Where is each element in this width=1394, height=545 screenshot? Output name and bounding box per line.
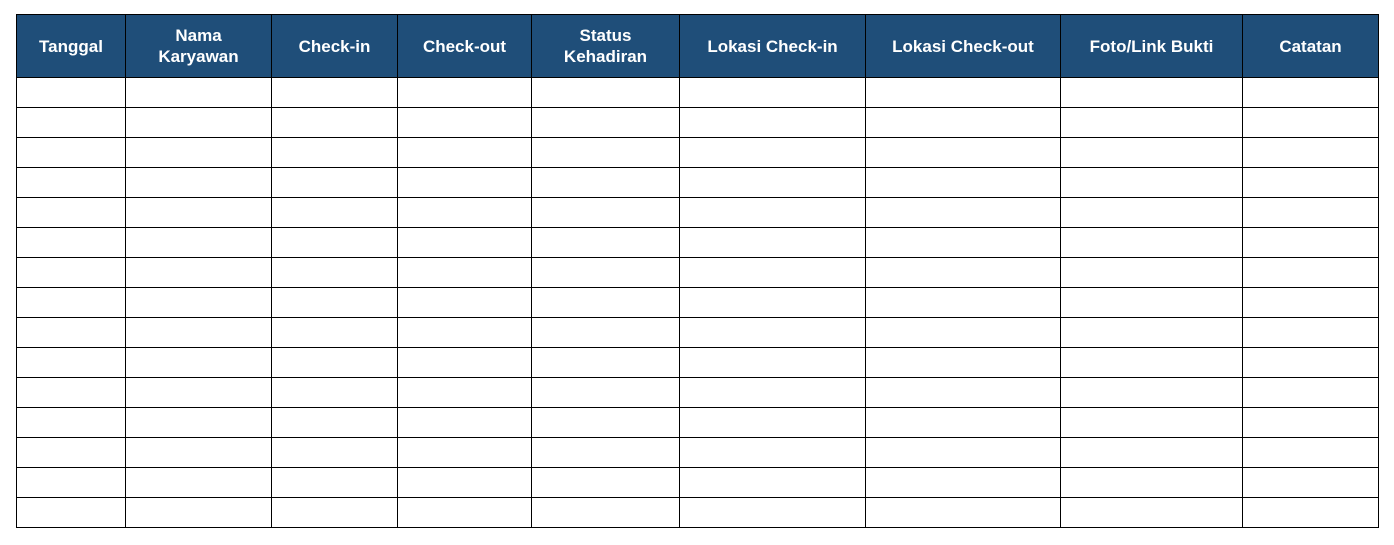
- cell-catatan[interactable]: [1243, 318, 1379, 348]
- cell-lokasi-check-in[interactable]: [680, 438, 866, 468]
- cell-foto-link-bukti[interactable]: [1061, 108, 1243, 138]
- table-row: [17, 348, 1379, 378]
- cell-tanggal[interactable]: [17, 468, 126, 498]
- cell-status-kehadiran[interactable]: [532, 168, 680, 198]
- cell-nama-karyawan[interactable]: [126, 198, 272, 228]
- table-row: [17, 108, 1379, 138]
- cell-nama-karyawan[interactable]: [126, 318, 272, 348]
- cell-lokasi-check-out[interactable]: [866, 408, 1061, 438]
- cell-lokasi-check-out[interactable]: [866, 108, 1061, 138]
- cell-lokasi-check-out[interactable]: [866, 228, 1061, 258]
- cell-tanggal[interactable]: [17, 348, 126, 378]
- cell-tanggal[interactable]: [17, 498, 126, 528]
- cell-check-out[interactable]: [398, 438, 532, 468]
- cell-status-kehadiran[interactable]: [532, 468, 680, 498]
- attendance-table: [16, 14, 1379, 528]
- cell-tanggal[interactable]: [17, 138, 126, 168]
- table-body: [17, 78, 1379, 528]
- cell-tanggal[interactable]: [17, 378, 126, 408]
- table-row: [17, 378, 1379, 408]
- cell-check-out[interactable]: [398, 168, 532, 198]
- header-foto-link-bukti: Foto/Link Bukti: [1061, 15, 1243, 78]
- attendance-sheet: [16, 14, 1379, 528]
- cell-lokasi-check-in[interactable]: [680, 198, 866, 228]
- cell-nama-karyawan[interactable]: [126, 138, 272, 168]
- cell-lokasi-check-out[interactable]: [866, 138, 1061, 168]
- cell-status-kehadiran[interactable]: [532, 258, 680, 288]
- cell-tanggal[interactable]: [17, 198, 126, 228]
- cell-nama-karyawan[interactable]: [126, 498, 272, 528]
- cell-lokasi-check-out[interactable]: [866, 318, 1061, 348]
- cell-check-out[interactable]: [398, 228, 532, 258]
- cell-status-kehadiran[interactable]: [532, 288, 680, 318]
- cell-lokasi-check-out[interactable]: [866, 78, 1061, 108]
- cell-status-kehadiran[interactable]: [532, 318, 680, 348]
- cell-lokasi-check-out[interactable]: [866, 378, 1061, 408]
- table-row: [17, 138, 1379, 168]
- cell-lokasi-check-in[interactable]: [680, 348, 866, 378]
- cell-nama-karyawan[interactable]: [126, 108, 272, 138]
- cell-lokasi-check-in[interactable]: [680, 318, 866, 348]
- cell-check-out[interactable]: [398, 378, 532, 408]
- cell-status-kehadiran[interactable]: [532, 198, 680, 228]
- header-check-out: Check-out: [398, 15, 532, 78]
- cell-lokasi-check-out[interactable]: [866, 468, 1061, 498]
- cell-foto-link-bukti[interactable]: [1061, 438, 1243, 468]
- cell-foto-link-bukti[interactable]: [1061, 288, 1243, 318]
- header-check-in: Check-in: [272, 15, 398, 78]
- cell-check-in[interactable]: [272, 168, 398, 198]
- cell-catatan[interactable]: [1243, 78, 1379, 108]
- header-nama-karyawan: Nama Karyawan: [126, 15, 272, 78]
- cell-tanggal[interactable]: [17, 408, 126, 438]
- cell-tanggal[interactable]: [17, 288, 126, 318]
- cell-foto-link-bukti[interactable]: [1061, 78, 1243, 108]
- cell-check-out[interactable]: [398, 258, 532, 288]
- table-row: [17, 408, 1379, 438]
- table-row: [17, 468, 1379, 498]
- cell-catatan[interactable]: [1243, 258, 1379, 288]
- cell-catatan[interactable]: [1243, 108, 1379, 138]
- table-row: [17, 78, 1379, 108]
- cell-lokasi-check-out[interactable]: [866, 168, 1061, 198]
- cell-check-in[interactable]: [272, 108, 398, 138]
- cell-status-kehadiran[interactable]: [532, 228, 680, 258]
- header-lokasi-check-out: Lokasi Check-out: [866, 15, 1061, 78]
- cell-lokasi-check-out[interactable]: [866, 438, 1061, 468]
- cell-foto-link-bukti[interactable]: [1061, 378, 1243, 408]
- cell-check-out[interactable]: [398, 498, 532, 528]
- cell-check-in[interactable]: [272, 138, 398, 168]
- cell-catatan[interactable]: [1243, 288, 1379, 318]
- cell-tanggal[interactable]: [17, 78, 126, 108]
- cell-foto-link-bukti[interactable]: [1061, 228, 1243, 258]
- cell-catatan[interactable]: [1243, 378, 1379, 408]
- cell-nama-karyawan[interactable]: [126, 468, 272, 498]
- cell-check-out[interactable]: [398, 288, 532, 318]
- cell-catatan[interactable]: [1243, 228, 1379, 258]
- table-row: [17, 498, 1379, 528]
- cell-check-out[interactable]: [398, 318, 532, 348]
- cell-nama-karyawan[interactable]: [126, 168, 272, 198]
- cell-lokasi-check-out[interactable]: [866, 498, 1061, 528]
- cell-tanggal[interactable]: [17, 438, 126, 468]
- cell-lokasi-check-in[interactable]: [680, 228, 866, 258]
- cell-check-out[interactable]: [398, 108, 532, 138]
- cell-foto-link-bukti[interactable]: [1061, 468, 1243, 498]
- cell-tanggal[interactable]: [17, 108, 126, 138]
- cell-tanggal[interactable]: [17, 318, 126, 348]
- cell-nama-karyawan[interactable]: [126, 408, 272, 438]
- table-row: [17, 288, 1379, 318]
- cell-check-in[interactable]: [272, 318, 398, 348]
- cell-nama-karyawan[interactable]: [126, 228, 272, 258]
- cell-catatan[interactable]: [1243, 498, 1379, 528]
- cell-check-in[interactable]: [272, 468, 398, 498]
- cell-lokasi-check-in[interactable]: [680, 288, 866, 318]
- cell-lokasi-check-in[interactable]: [680, 498, 866, 528]
- table-row: [17, 198, 1379, 228]
- cell-lokasi-check-out[interactable]: [866, 198, 1061, 228]
- cell-lokasi-check-in[interactable]: [680, 168, 866, 198]
- cell-lokasi-check-out[interactable]: [866, 348, 1061, 378]
- table-row: [17, 258, 1379, 288]
- cell-status-kehadiran[interactable]: [532, 78, 680, 108]
- table-row: [17, 318, 1379, 348]
- cell-foto-link-bukti[interactable]: [1061, 348, 1243, 378]
- cell-status-kehadiran[interactable]: [532, 378, 680, 408]
- table-row: [17, 168, 1379, 198]
- cell-catatan[interactable]: [1243, 348, 1379, 378]
- cell-status-kehadiran[interactable]: [532, 348, 680, 378]
- cell-tanggal[interactable]: [17, 228, 126, 258]
- cell-check-in[interactable]: [272, 78, 398, 108]
- cell-catatan[interactable]: [1243, 168, 1379, 198]
- cell-check-out[interactable]: [398, 468, 532, 498]
- cell-check-out[interactable]: [398, 408, 532, 438]
- cell-status-kehadiran[interactable]: [532, 138, 680, 168]
- cell-check-in[interactable]: [272, 348, 398, 378]
- cell-check-in[interactable]: [272, 498, 398, 528]
- header-catatan: Catatan: [1243, 15, 1379, 78]
- cell-foto-link-bukti[interactable]: [1061, 138, 1243, 168]
- cell-check-in[interactable]: [272, 378, 398, 408]
- table-row: [17, 438, 1379, 468]
- cell-nama-karyawan[interactable]: [126, 348, 272, 378]
- cell-catatan[interactable]: [1243, 408, 1379, 438]
- cell-lokasi-check-out[interactable]: [866, 288, 1061, 318]
- cell-check-in[interactable]: [272, 258, 398, 288]
- cell-foto-link-bukti[interactable]: [1061, 408, 1243, 438]
- cell-foto-link-bukti[interactable]: [1061, 498, 1243, 528]
- cell-check-out[interactable]: [398, 78, 532, 108]
- cell-status-kehadiran[interactable]: [532, 498, 680, 528]
- cell-lokasi-check-in[interactable]: [680, 258, 866, 288]
- cell-foto-link-bukti[interactable]: [1061, 318, 1243, 348]
- cell-foto-link-bukti[interactable]: [1061, 258, 1243, 288]
- cell-check-out[interactable]: [398, 138, 532, 168]
- cell-lokasi-check-in[interactable]: [680, 408, 866, 438]
- cell-tanggal[interactable]: [17, 168, 126, 198]
- cell-nama-karyawan[interactable]: [126, 438, 272, 468]
- table-header-row: [17, 15, 1379, 78]
- cell-check-in[interactable]: [272, 228, 398, 258]
- header-lokasi-check-in: Lokasi Check-in: [680, 15, 866, 78]
- cell-catatan[interactable]: [1243, 468, 1379, 498]
- cell-lokasi-check-in[interactable]: [680, 78, 866, 108]
- cell-nama-karyawan[interactable]: [126, 378, 272, 408]
- cell-nama-karyawan[interactable]: [126, 258, 272, 288]
- cell-status-kehadiran[interactable]: [532, 408, 680, 438]
- cell-foto-link-bukti[interactable]: [1061, 198, 1243, 228]
- cell-lokasi-check-in[interactable]: [680, 108, 866, 138]
- cell-foto-link-bukti[interactable]: [1061, 168, 1243, 198]
- cell-check-in[interactable]: [272, 288, 398, 318]
- cell-tanggal[interactable]: [17, 258, 126, 288]
- cell-catatan[interactable]: [1243, 438, 1379, 468]
- cell-lokasi-check-out[interactable]: [866, 258, 1061, 288]
- table-row: [17, 228, 1379, 258]
- cell-nama-karyawan[interactable]: [126, 78, 272, 108]
- cell-check-in[interactable]: [272, 408, 398, 438]
- cell-check-in[interactable]: [272, 198, 398, 228]
- cell-check-in[interactable]: [272, 438, 398, 468]
- cell-check-out[interactable]: [398, 198, 532, 228]
- cell-nama-karyawan[interactable]: [126, 288, 272, 318]
- cell-status-kehadiran[interactable]: [532, 438, 680, 468]
- cell-check-out[interactable]: [398, 348, 532, 378]
- cell-lokasi-check-in[interactable]: [680, 378, 866, 408]
- cell-catatan[interactable]: [1243, 198, 1379, 228]
- header-status-kehadiran: Status Kehadiran: [532, 15, 680, 78]
- cell-status-kehadiran[interactable]: [532, 108, 680, 138]
- cell-lokasi-check-in[interactable]: [680, 138, 866, 168]
- cell-catatan[interactable]: [1243, 138, 1379, 168]
- header-tanggal: Tanggal: [17, 15, 126, 78]
- cell-lokasi-check-in[interactable]: [680, 468, 866, 498]
